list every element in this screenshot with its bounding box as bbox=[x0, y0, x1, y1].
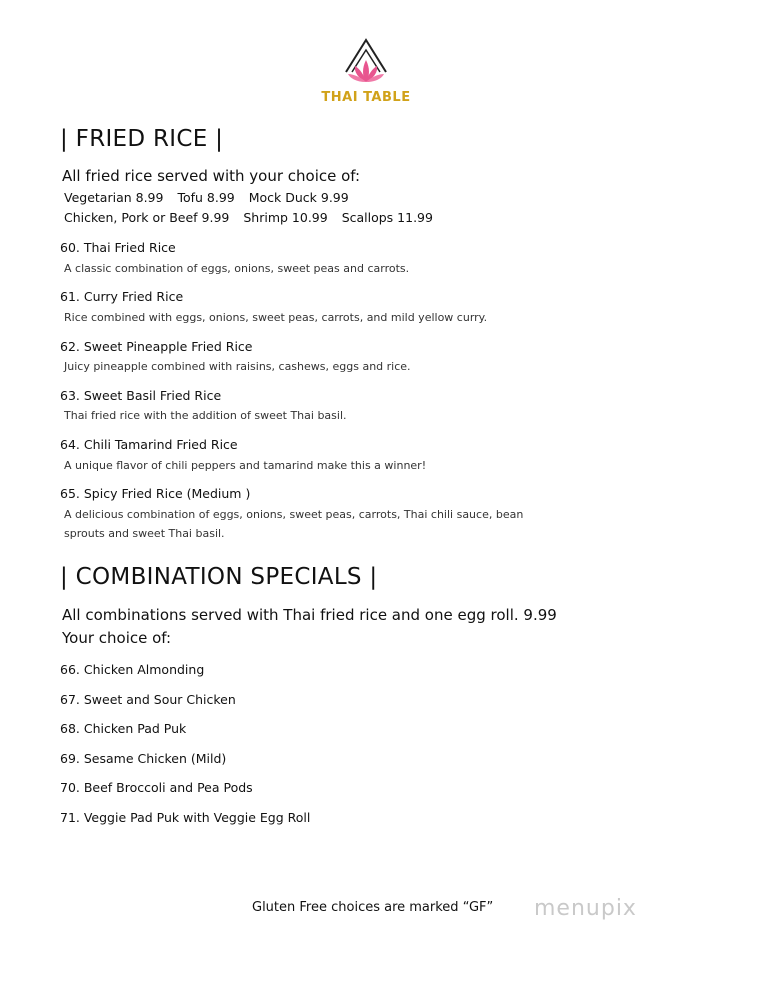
menu-item-title: 65. Spicy Fried Rice (Medium ) bbox=[60, 486, 251, 501]
combo-item: 66. Chicken Almonding bbox=[60, 662, 205, 677]
menu-item-title: 64. Chili Tamarind Fried Rice bbox=[60, 437, 238, 452]
menu-item-desc: A delicious combination of eggs, onions, sweet peas, carrots, Thai chili sauce, bean sprouts and sweet Thai basil. bbox=[64, 508, 524, 540]
combo-item: 69. Sesame Chicken (Mild) bbox=[60, 751, 227, 766]
menu-item-title: 60. Thai Fried Rice bbox=[60, 240, 176, 255]
logo-text: THAI TABLE bbox=[321, 90, 411, 105]
menu-item-desc: Thai fried rice with the addition of sweet Thai basil. bbox=[64, 409, 347, 422]
combo-item: 67. Sweet and Sour Chicken bbox=[60, 692, 236, 707]
price-chicken-pork-beef: Chicken, Pork or Beef 9.99 bbox=[64, 210, 230, 225]
lotus-temple-icon bbox=[340, 38, 392, 88]
fried-rice-intro: All fried rice served with your choice of: bbox=[62, 167, 361, 185]
price-line-2 bbox=[64, 210, 443, 225]
price-vegetarian: Vegetarian 8.99 bbox=[64, 190, 164, 205]
fried-rice-heading: | FRIED RICE | bbox=[60, 126, 224, 152]
combination-choice: Your choice of: bbox=[62, 629, 172, 647]
watermark: menupix bbox=[534, 896, 637, 921]
menu-item-desc: A classic combination of eggs, onions, sweet peas and carrots. bbox=[64, 262, 410, 275]
menu-item-desc: Rice combined with eggs, onions, sweet peas, carrots, and mild yellow curry. bbox=[64, 311, 488, 324]
menu-item-title: 61. Curry Fried Rice bbox=[60, 289, 184, 304]
combination-heading: | COMBINATION SPECIALS | bbox=[60, 564, 378, 590]
menu-item-title: 62. Sweet Pineapple Fried Rice bbox=[60, 339, 253, 354]
price-scallops: Scallops 11.99 bbox=[341, 210, 433, 225]
combo-item: 68. Chicken Pad Puk bbox=[60, 721, 187, 736]
price-mock-duck: Mock Duck 9.99 bbox=[248, 190, 349, 205]
gluten-free-note: Gluten Free choices are marked “GF” bbox=[252, 900, 494, 915]
menu-item-title: 63. Sweet Basil Fried Rice bbox=[60, 388, 222, 403]
menu-item-desc: Juicy pineapple combined with raisins, cashews, eggs and rice. bbox=[64, 360, 411, 373]
combo-item: 71. Veggie Pad Puk with Veggie Egg Roll bbox=[60, 810, 311, 825]
menu-item-desc: A unique flavor of chili peppers and tamarind make this a winner! bbox=[64, 459, 427, 472]
price-line-1 bbox=[64, 190, 359, 205]
combo-item: 70. Beef Broccoli and Pea Pods bbox=[60, 780, 253, 795]
combination-intro: All combinations served with Thai fried rice and one egg roll. 9.99 bbox=[62, 606, 557, 624]
price-shrimp: Shrimp 10.99 bbox=[243, 210, 328, 225]
logo bbox=[318, 38, 414, 110]
price-tofu: Tofu 8.99 bbox=[177, 190, 235, 205]
